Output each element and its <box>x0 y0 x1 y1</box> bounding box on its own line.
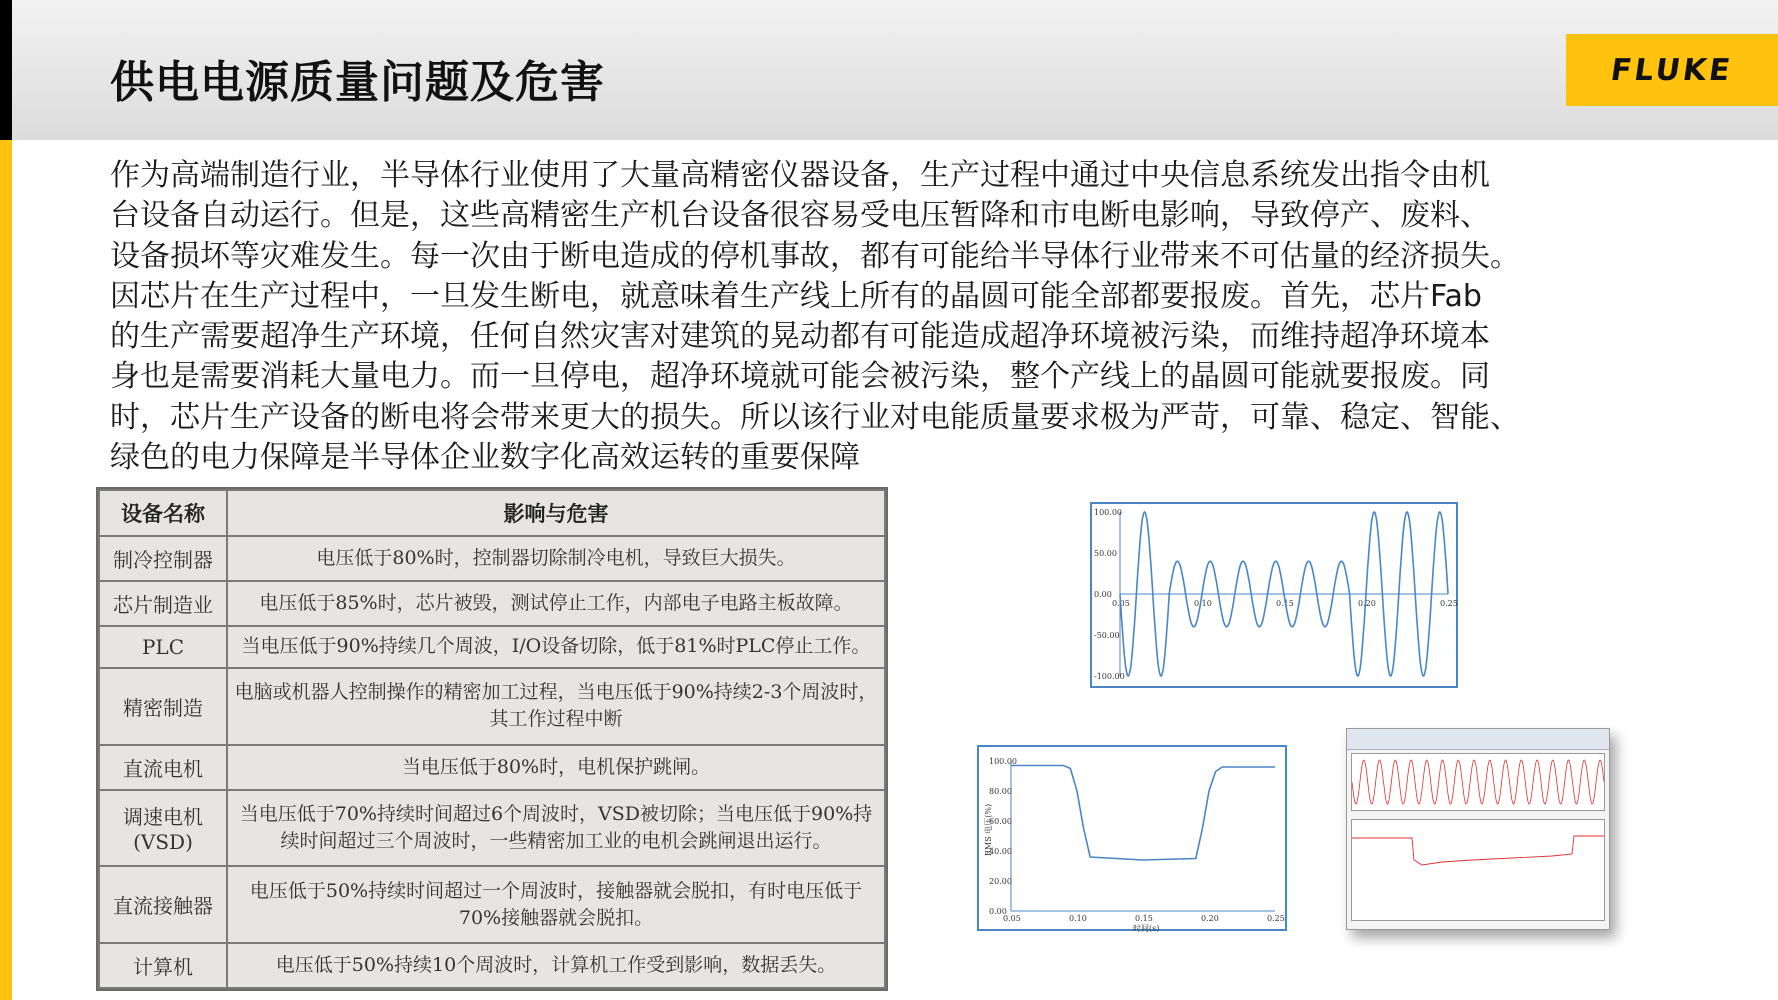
x-tick-label: 0.25 <box>1440 599 1458 608</box>
x-tick-label: 0.20 <box>1201 914 1219 923</box>
table-row <box>99 790 885 867</box>
effect-cell: 当电压低于70%持续时间超过6个周波时，VSD被切除；当电压低于90%持续时间超过三个周波时，一些精密加工业的电机会跳闸退出运行。 <box>227 790 885 867</box>
y-tick-label: -50.00 <box>1094 631 1120 640</box>
waveform-plot <box>1092 504 1460 690</box>
body-line: 时，芯片生产设备的断电将会带来更大的损失。所以该行业对电能质量要求极为严苛，可靠、稳定、智能、 <box>110 399 1520 435</box>
body-paragraph <box>110 156 1670 478</box>
rms-series-line <box>1011 766 1275 861</box>
logo-text: FLUKE <box>1608 52 1736 88</box>
x-tick-label: 0.05 <box>1003 914 1021 923</box>
table-row <box>99 866 885 943</box>
device-name-cell: 芯片制造业 <box>99 581 227 626</box>
rms-trend-panel <box>1351 819 1605 921</box>
body-line: 的生产需要超净生产环境，任何自然灾害对建筑的晃动都有可能造成超净环境被污染，而维持超净环境本 <box>110 319 1490 355</box>
waveform-trace <box>1352 760 1604 804</box>
table-row <box>99 536 885 581</box>
x-tick-label: 0.20 <box>1358 599 1376 608</box>
table-row <box>99 626 885 668</box>
effect-cell: 当电压低于80%时，电机保护跳闸。 <box>227 745 885 790</box>
y-tick-label: 60.00 <box>989 817 1012 826</box>
effect-cell: 电压低于50%持续10个周波时，计算机工作受到影响，数据丢失。 <box>227 943 885 988</box>
x-tick-label: 0.25 <box>1267 914 1285 923</box>
page-title: 供电电源质量问题及危害 <box>110 57 605 108</box>
body-line: 作为高端制造行业，半导体行业使用了大量高精密仪器设备，生产过程中通过中央信息系统发出指令由机 <box>110 158 1490 193</box>
y-tick-label: 0.00 <box>1094 590 1112 599</box>
device-name-cell: 计算机 <box>99 943 227 988</box>
effect-cell: 电脑或机器人控制操作的精密加工过程，当电压低于90%持续2-3个周波时，其工作过程中断 <box>227 668 885 745</box>
red-rms-trace <box>1352 820 1604 920</box>
impact-table <box>98 489 886 989</box>
rms-voltage-chart <box>977 745 1287 931</box>
x-tick-label: 0.10 <box>1194 599 1212 608</box>
body-line: 绿色的电力保障是半导体企业数字化高效运转的重要保障 <box>110 440 860 476</box>
column-header: 影响与危害 <box>227 490 885 536</box>
rms-trend-trace <box>1352 836 1604 865</box>
device-name-cell: 直流电机 <box>99 745 227 790</box>
rms-plot <box>979 747 1289 933</box>
body-line: 因芯片在生产过程中，一旦发生断电，就意味着生产线上所有的晶圆可能全部都要报废。首先，芯片Fab <box>110 278 1482 314</box>
body-line: 设备损坏等灾难发生。每一次由于断电造成的停机事故，都有可能给半导体行业带来不可估量的经济损失。 <box>110 238 1520 274</box>
body-line: 台设备自动运行。但是，这些高精密生产机台设备很容易受电压暂降和市电断电影响，导致停产、废料、 <box>110 198 1490 234</box>
software-toolbar <box>1347 729 1609 750</box>
red-waveform-trace <box>1352 754 1604 810</box>
table-row <box>99 745 885 790</box>
body-line: 身也是需要消耗大量电力。而一旦停电，超净环境就可能会被污染，整个产线上的晶圆可能就要报废。同 <box>110 359 1490 395</box>
y-tick-label: 0.00 <box>989 907 1007 916</box>
x-axis-label: 时间(s) <box>1133 924 1160 933</box>
device-name-cell: 直流接触器 <box>99 866 227 943</box>
left-accent-bar <box>0 140 12 1000</box>
table-row <box>99 668 885 745</box>
x-tick-label: 0.15 <box>1276 599 1294 608</box>
waveform-panel <box>1351 753 1605 811</box>
table-row <box>99 581 885 626</box>
analyzer-software-screenshot <box>1346 728 1610 930</box>
fluke-logo <box>1566 34 1778 106</box>
y-tick-label: -100.00 <box>1094 672 1125 681</box>
x-tick-label: 0.15 <box>1135 914 1153 923</box>
effect-cell: 当电压低于90%持续几个周波，I/O设备切除，低于81%时PLC停止工作。 <box>227 626 885 668</box>
effect-cell: 电压低于50%持续时间超过一个周波时，接触器就会脱扣，有时电压低于70%接触器就会脱扣。 <box>227 866 885 943</box>
x-tick-label: 0.05 <box>1112 599 1130 608</box>
y-axis-label: RMS 电压(%) <box>984 803 993 856</box>
voltage-sag-waveform-chart <box>1090 502 1458 688</box>
y-tick-label: 50.00 <box>1094 549 1117 558</box>
effect-cell: 电压低于85%时，芯片被毁，测试停止工作，内部电子电路主板故障。 <box>227 581 885 626</box>
table-header-row <box>99 490 885 536</box>
device-name-cell: 制冷控制器 <box>99 536 227 581</box>
y-tick-label: 100.00 <box>1094 508 1122 517</box>
y-tick-label: 80.00 <box>989 787 1012 796</box>
y-tick-label: 100.00 <box>989 757 1017 766</box>
device-name-cell: PLC <box>99 626 227 668</box>
y-tick-label: 20.00 <box>989 877 1012 886</box>
device-name-cell: 精密制造 <box>99 668 227 745</box>
x-tick-label: 0.10 <box>1069 914 1087 923</box>
device-name-cell: 调速电机(VSD) <box>99 790 227 867</box>
effect-cell: 电压低于80%时，控制器切除制冷电机，导致巨大损失。 <box>227 536 885 581</box>
table-row <box>99 943 885 988</box>
column-header: 设备名称 <box>99 490 227 536</box>
y-tick-label: 40.00 <box>989 847 1012 856</box>
impact-table-image <box>96 487 888 991</box>
waveform-series-line <box>1120 512 1448 676</box>
